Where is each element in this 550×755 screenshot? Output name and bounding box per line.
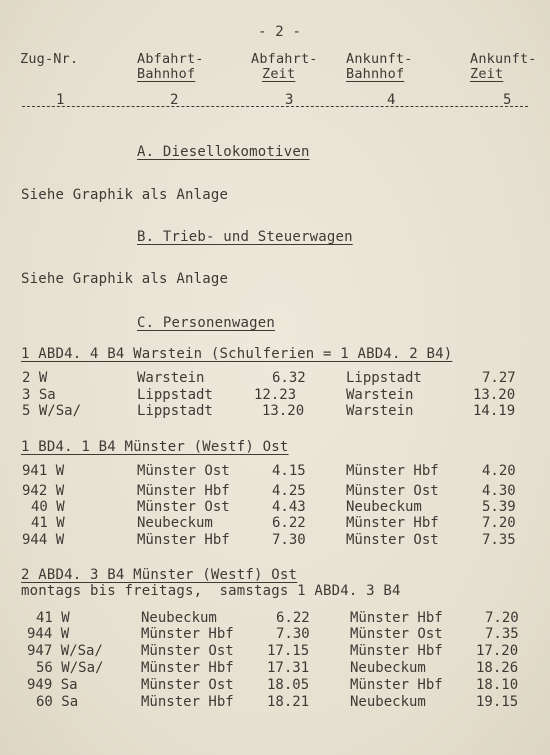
departure-time: 17.31	[267, 660, 310, 676]
departure-station: Münster Ost	[141, 677, 234, 693]
col-1-heading: Zug-Nr.	[20, 51, 79, 67]
arrival-station: Warstein	[346, 387, 414, 403]
table-row	[0, 677, 550, 694]
section-a-note: Siehe Graphik als Anlage	[21, 187, 229, 203]
col-2-subheading: Bahnhof	[137, 66, 196, 82]
train-number: 5 W/Sa/	[22, 403, 82, 419]
arrival-time: 4.20	[482, 463, 516, 479]
departure-station: Münster Hbf	[137, 483, 230, 499]
train-number: 944 W	[27, 626, 70, 642]
train-number: 40 W	[31, 499, 65, 515]
arrival-station: Neubeckum	[350, 660, 426, 676]
col-5-number: 5	[503, 92, 512, 108]
table-row	[0, 387, 550, 404]
table-row	[0, 610, 550, 627]
arrival-time: 7.35	[485, 626, 519, 642]
departure-time: 7.30	[276, 626, 310, 642]
table-row	[0, 515, 550, 532]
departure-time: 7.30	[272, 532, 306, 548]
departure-station: Münster Ost	[141, 643, 234, 659]
table-row	[0, 403, 550, 420]
table-row	[0, 532, 550, 549]
arrival-time: 18.10	[476, 677, 519, 693]
arrival-time: 7.27	[482, 370, 516, 386]
arrival-station: Neubeckum	[346, 499, 422, 515]
header-rule	[22, 106, 528, 107]
arrival-station: Münster Hbf	[350, 677, 443, 693]
col-4-heading: Ankunft-	[346, 51, 413, 67]
arrival-time: 19.15	[476, 694, 519, 710]
arrival-station: Münster Hbf	[350, 643, 443, 659]
table-row	[0, 463, 550, 480]
col-4-subheading: Bahnhof	[346, 66, 405, 82]
train-number: 41 W	[31, 515, 65, 531]
table-row	[0, 626, 550, 643]
table-row	[0, 694, 550, 711]
section-b-title: B. Trieb- und Steuerwagen	[137, 229, 353, 245]
departure-station: Lippstadt	[137, 403, 213, 419]
arrival-station: Lippstadt	[346, 370, 422, 386]
col-1-number: 1	[56, 92, 65, 108]
col-2-heading: Abfahrt-	[137, 51, 204, 67]
table-row	[0, 370, 550, 387]
departure-station: Münster Hbf	[141, 626, 234, 642]
departure-time: 18.21	[267, 694, 310, 710]
train-number: 941 W	[22, 463, 65, 479]
arrival-station: Neubeckum	[350, 694, 426, 710]
table-row	[0, 483, 550, 500]
col-3-subheading: Zeit	[262, 66, 296, 82]
section-b-note: Siehe Graphik als Anlage	[21, 271, 229, 287]
table-row	[0, 643, 550, 660]
train-number: 944 W	[22, 532, 65, 548]
arrival-time: 17.20	[476, 643, 519, 659]
departure-time: 18.05	[267, 677, 310, 693]
arrival-station: Münster Hbf	[346, 515, 439, 531]
arrival-time: 18.26	[476, 660, 519, 676]
arrival-time: 7.20	[485, 610, 519, 626]
group-3-subtitle: montags bis freitags, samstags 1 ABD4. 3 B4	[21, 583, 401, 599]
departure-time: 6.22	[276, 610, 310, 626]
arrival-station: Münster Ost	[346, 532, 439, 548]
arrival-station: Münster Hbf	[350, 610, 443, 626]
train-number: 60 Sa	[36, 694, 79, 710]
departure-time: 13.20	[262, 403, 305, 419]
arrival-station: Warstein	[346, 403, 414, 419]
train-number: 949 Sa	[27, 677, 78, 693]
departure-station: Münster Ost	[137, 463, 230, 479]
table-row	[0, 499, 550, 516]
col-5-heading: Ankunft-	[470, 51, 537, 67]
table-row	[0, 660, 550, 677]
col-4-number: 4	[387, 92, 396, 108]
departure-time: 6.22	[272, 515, 306, 531]
page-number: - 2 -	[258, 24, 302, 40]
group-1-title: 1 ABD4. 4 B4 Warstein (Schulferien = 1 ABD4. 2 B4)	[21, 346, 453, 362]
departure-time: 6.32	[272, 370, 306, 386]
departure-station: Münster Ost	[137, 499, 230, 515]
departure-time: 12.23	[254, 387, 297, 403]
group-2-title: 1 BD4. 1 B4 Münster (Westf) Ost	[21, 439, 289, 455]
arrival-station: Münster Ost	[346, 483, 439, 499]
train-number: 947 W/Sa/	[27, 643, 103, 659]
departure-time: 4.15	[272, 463, 306, 479]
arrival-time: 13.20	[473, 387, 516, 403]
train-number: 56 W/Sa/	[36, 660, 104, 676]
arrival-station: Münster Ost	[350, 626, 443, 642]
departure-station: Münster Hbf	[141, 660, 234, 676]
train-number: 41 W	[36, 610, 70, 626]
departure-station: Lippstadt	[137, 387, 213, 403]
col-5-subheading: Zeit	[470, 66, 504, 82]
arrival-time: 7.35	[482, 532, 516, 548]
arrival-time: 4.30	[482, 483, 516, 499]
section-c-title: C. Personenwagen	[137, 315, 276, 331]
departure-station: Warstein	[137, 370, 205, 386]
departure-station: Münster Hbf	[137, 532, 230, 548]
departure-station: Neubeckum	[141, 610, 217, 626]
train-number: 2 W	[22, 370, 48, 386]
col-3-number: 3	[285, 92, 294, 108]
arrival-station: Münster Hbf	[346, 463, 439, 479]
departure-station: Neubeckum	[137, 515, 213, 531]
departure-time: 17.15	[267, 643, 310, 659]
train-number: 942 W	[22, 483, 65, 499]
arrival-time: 7.20	[482, 515, 516, 531]
col-3-heading: Abfahrt-	[251, 51, 318, 67]
arrival-time: 14.19	[473, 403, 516, 419]
departure-station: Münster Hbf	[141, 694, 234, 710]
section-a-title: A. Diesellokomotiven	[137, 144, 310, 160]
arrival-time: 5.39	[482, 499, 516, 515]
group-3-title: 2 ABD4. 3 B4 Münster (Westf) Ost	[21, 567, 298, 583]
train-number: 3 Sa	[22, 387, 56, 403]
col-2-number: 2	[170, 92, 179, 108]
departure-time: 4.25	[272, 483, 306, 499]
departure-time: 4.43	[272, 499, 306, 515]
